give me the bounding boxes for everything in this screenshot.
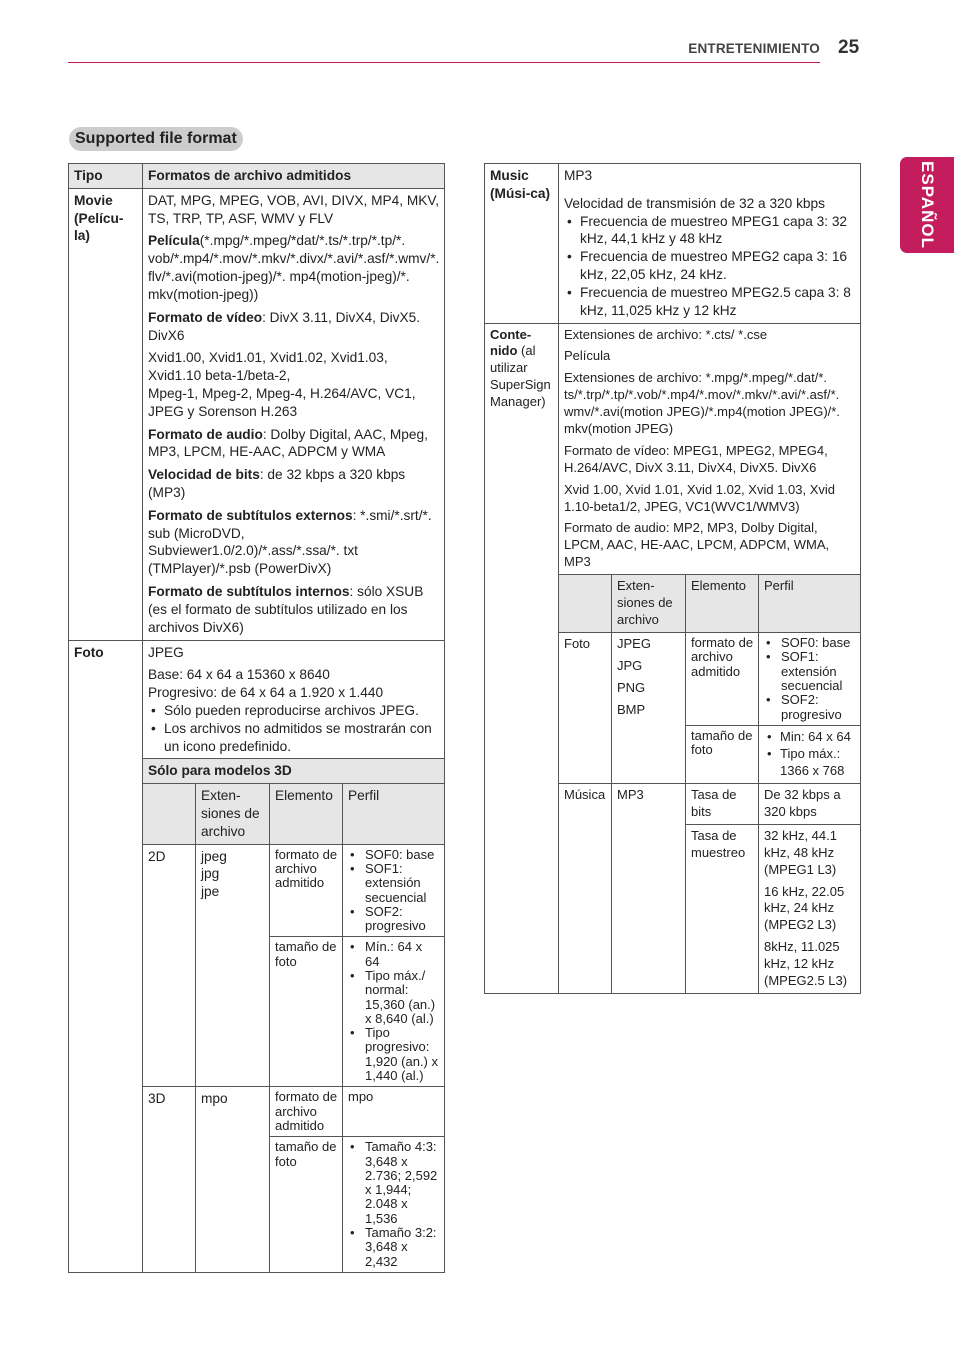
- foto-label: Foto: [69, 640, 143, 1273]
- ext-jpg: jpg: [201, 866, 220, 882]
- elem-musica-sample: Tasa de muestreo: [686, 824, 759, 993]
- foto-base: Base: 64 x 64 a 15360 x 8640: [148, 667, 330, 683]
- ext-2d: [196, 844, 270, 1087]
- type-musica: Música: [559, 784, 612, 994]
- perfil-2d-size: [343, 937, 445, 1087]
- ext-musica: MP3: [612, 784, 686, 994]
- blank-header-cell: [143, 784, 196, 844]
- contenido-video: Formato de vídeo: MPEG1, MPEG2, MPEG4, H.264/AVC, DivX 3.11, DivX4, DivX5. DivX6: [564, 442, 828, 475]
- sample-mpeg25: 8kHz, 11.025 kHz, 12 kHz (MPEG2.5 L3): [764, 939, 848, 988]
- list-item: • Min: 64 x 64: [780, 729, 856, 746]
- header-section-label: ENTRETENIMIENTO: [688, 41, 820, 56]
- list-item: • SOF2: progresivo: [781, 693, 856, 722]
- list-item: • Sólo pueden reproducirse archivos JPEG.: [164, 702, 440, 720]
- movie-details: [143, 188, 445, 640]
- contenido-label: Conte-nido (al utilizar SuperSign Manager): [485, 323, 559, 993]
- left-format-table: [68, 163, 445, 1273]
- left-header-row: [69, 164, 445, 189]
- elem-2d-format: formato de archivo admitido: [270, 844, 343, 937]
- perfil-3d-format: mpo: [343, 1087, 445, 1137]
- ext-png: PNG: [617, 679, 646, 695]
- list-item: • SOF1: extensión secuencial: [365, 862, 440, 905]
- ext-header: Exten-siones de archivo: [612, 575, 686, 633]
- col-tipo: Tipo: [69, 164, 143, 189]
- movie-row: [69, 188, 445, 640]
- perfil-header: Perfil: [759, 575, 861, 633]
- elem-foto-format: formato de archivo admitido: [686, 633, 759, 726]
- list-item: • Frecuencia de muestreo MPEG2 capa 3: 16 kHz, 22,05 kHz, 24 kHz.: [580, 248, 856, 284]
- type-foto: Foto: [559, 633, 612, 784]
- music-label: Music (Músi-ca): [485, 164, 559, 324]
- list-item: • Frecuencia de muestreo MPEG1 capa 3: 32 kHz, 44,1 kHz y 48 kHz: [580, 213, 856, 249]
- type-3d: 3D: [143, 1087, 196, 1273]
- perfil-3d-size: [343, 1137, 445, 1273]
- music-mp3: MP3: [564, 168, 593, 183]
- perfil-foto-format: [759, 633, 861, 726]
- ext-foto: [612, 633, 686, 784]
- page-number: 25: [838, 37, 860, 58]
- list-item: • Tamaño 4:3: 3,648 x 2.736; 2,592 x 1,944; 2.048 x 1,536: [365, 1140, 440, 1226]
- contenido-row: [485, 323, 861, 575]
- perfil-foto-size: [759, 726, 861, 784]
- music-details: [559, 164, 861, 324]
- only-3d-heading: Sólo para modelos 3D: [143, 759, 445, 784]
- list-item: • Los archivos no admitidos se mostrarán con un icono predefinido.: [164, 720, 440, 756]
- language-side-tab: [900, 157, 954, 253]
- movie-xvid: Xvid1.00, Xvid1.01, Xvid1.02, Xvid1.03, Xvid1.10 beta-1/beta-2, Mpeg-1, Mpeg-2, Mpeg-4, H.264/AVC, VC1, JPEG y Sorenson H.263: [148, 350, 416, 419]
- movie-ext-sub: Formato de subtítulos externos: *.smi/*.srt/*. sub (MicroDVD, Subviewer1.0/2.0)/*.ass/*.ssa/*. txt (TMPlayer)/*.psb (PowerDivX): [148, 507, 432, 577]
- contenido-ext2: Extensiones de archivo: *.mpg/*.mpeg/*.dat/*. ts/*.trp/*.tp/*.vob/*.mp4/*.mov/*.mkv/*.avi/*.asf/*. wmv/*.avi(motion JPEG)/*.mp4(motion JPEG)/*. mkv(motion JPEG): [564, 370, 840, 436]
- music-row: [485, 164, 861, 324]
- list-item: • Tipo progresivo: 1,920 (an.) x 1,440 (al.): [365, 1026, 440, 1083]
- movie-video: Formato de vídeo: DivX 3.11, DivX4, DivX5. DivX6: [148, 309, 421, 343]
- music-bullets: [564, 213, 856, 320]
- list-item: • SOF0: base: [365, 848, 440, 862]
- sample-mpeg1: 32 kHz, 44.1 kHz, 48 kHz (MPEG1 L3): [764, 827, 837, 877]
- blank-header-cell: [559, 575, 612, 633]
- ext-jpeg: jpeg: [201, 848, 227, 864]
- list-item: • Tamaño 3:2: 3,648 x 2,432: [365, 1226, 440, 1269]
- music-velocidad: Velocidad de transmisión de 32 a 320 kbps: [564, 195, 825, 211]
- list-item: • SOF0: base: [781, 636, 856, 650]
- list-item: • Tipo máx./ normal: 15,360 (an.) x 8,640 (al.): [365, 969, 440, 1026]
- movie-bitrate: Velocidad de bits: de 32 kbps a 320 kbps (MP3): [148, 467, 406, 500]
- foto-jpeg: JPEG: [148, 644, 184, 660]
- sample-mpeg2: 16 kHz, 22.05 kHz, 24 kHz (MPEG2 L3): [764, 883, 845, 933]
- movie-label: Movie (Pelícu-la): [69, 188, 143, 640]
- header-rule: [68, 62, 820, 63]
- contenido-ext: Extensiones de archivo: *.cts/ *.cse: [564, 326, 768, 342]
- ext-header: Exten-siones de archivo: [196, 784, 270, 844]
- ext-bmp: BMP: [617, 701, 646, 717]
- list-item: • Mín.: 64 x 64: [365, 940, 440, 969]
- movie-formats: DAT, MPG, MPEG, VOB, AVI, DIVX, MP4, MKV, TS, TRP, TP, ASF, WMV y FLV: [148, 192, 440, 226]
- list-item: • Tipo máx.: 1366 x 768: [780, 746, 856, 780]
- contenido-pelicula: Película: [564, 348, 611, 364]
- perfil-header: Perfil: [343, 784, 445, 844]
- right-format-table: [484, 163, 861, 994]
- language-label: ESPAÑOL: [918, 161, 937, 249]
- list-item: • SOF2: progresivo: [365, 905, 440, 934]
- movie-int-sub: Formato de subtítulos internos: sólo XSUB (es el formato de subtítulos utilizado en los archivos DivX6): [148, 584, 424, 635]
- type-2d: 2D: [143, 844, 196, 1087]
- elem-header: Elemento: [686, 575, 759, 633]
- movie-audio: Formato de audio: Dolby Digital, AAC, Mpeg, MP3, LPCM, HE-AAC, ADPCM y WMA: [148, 426, 428, 460]
- perfil-musica-sample: [759, 824, 861, 993]
- list-item: • SOF1: extensión secuencial: [781, 650, 856, 693]
- foto-row: [69, 640, 445, 759]
- perfil-musica-bits: De 32 kbps a 320 kbps: [759, 784, 861, 825]
- elem-foto-size: tamaño de foto: [686, 726, 759, 784]
- section-title: Supported file format: [69, 127, 243, 151]
- ext-jpeg: JPEG: [617, 636, 651, 652]
- foto-details: [143, 640, 445, 759]
- elem-2d-size: tamaño de foto: [270, 937, 343, 1087]
- movie-pelicula: Película(*.mpg/*.mpeg/*dat/*.ts/*.trp/*.tp/*. vob/*.mp4/*.mov/*.mkv/*.divx/*.avi/*.asf/*.wmv/*. flv/*.avi(motion-jpeg)/*. mp4(motion-jpeg)/*. mkv(motion-jpeg)): [148, 233, 440, 302]
- foto-progresivo: Progresivo: de 64 x 64 a 1.920 x 1.440: [148, 685, 384, 701]
- perfil-2d-format: [343, 844, 445, 937]
- col-formatos: Formatos de archivo admitidos: [143, 164, 445, 189]
- contenido-details: [559, 323, 861, 575]
- contenido-audio: Formato de audio: MP2, MP3, Dolby Digital, LPCM, AAC, HE-AAC, LPCM, ADPCM, WMA, MP3: [564, 520, 830, 570]
- elem-header: Elemento: [270, 784, 343, 844]
- ext-jpe: jpe: [201, 884, 220, 900]
- list-item: • Frecuencia de muestreo MPEG2.5 capa 3: 8 kHz, 11,025 kHz y 12 kHz: [580, 284, 856, 320]
- contenido-xvid: Xvid 1.00, Xvid 1.01, Xvid 1.02, Xvid 1.03, Xvid 1.10-beta1/2, JPEG, VC1(WVC1/WMV3): [564, 481, 835, 514]
- elem-musica-bits: Tasa de bits: [686, 784, 759, 825]
- ext-jpg: JPG: [617, 657, 643, 673]
- ext-3d: mpo: [196, 1087, 270, 1273]
- foto-bullets: [148, 702, 440, 755]
- elem-3d-size: tamaño de foto: [270, 1137, 343, 1273]
- elem-3d-format: formato de archivo admitido: [270, 1087, 343, 1137]
